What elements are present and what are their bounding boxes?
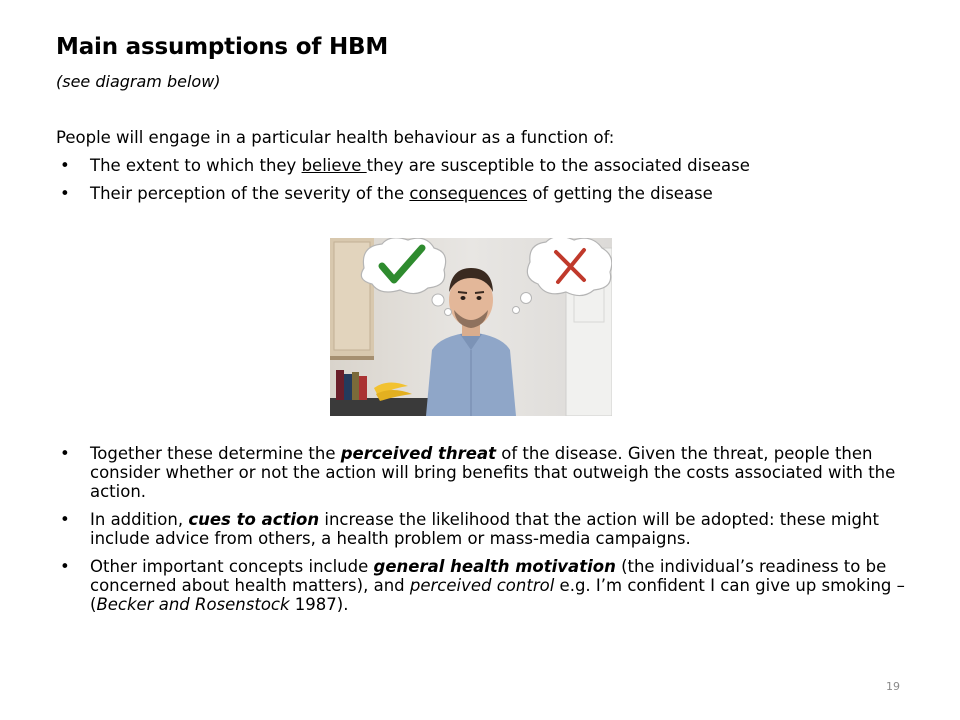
bullet-item-believe (56, 156, 916, 175)
bullet-text: In addition, (90, 510, 189, 529)
bullet-item-other-concepts (56, 557, 916, 614)
bullet-marker: • (60, 510, 70, 529)
bullet-text: of getting the disease (527, 184, 713, 203)
bullet-text: e.g. I’m confident I can give up smoking – ( (90, 576, 905, 614)
bullet-marker: • (60, 184, 70, 203)
bullet-emphasis: general health motivation (373, 557, 616, 576)
bullet-italic: perceived control (409, 576, 555, 595)
citation-authors: Becker and Rosenstock (96, 595, 290, 614)
bullet-list-top (56, 156, 916, 212)
bullet-text: increase the likelihood that the action will be adopted: these might include advice from others, a health problem or mass-media campaigns. (90, 510, 879, 548)
page-number: 19 (886, 680, 900, 693)
bullet-item-perceived-threat (56, 444, 916, 501)
bullet-text: The extent to which they (90, 156, 302, 175)
intro-text: People will engage in a particular health behaviour as a function of: (56, 128, 615, 147)
bullet-text: Together these determine the (90, 444, 341, 463)
bullet-marker: • (60, 557, 70, 576)
bullet-underlined-text: consequences (409, 184, 528, 203)
bullet-text: (the individual’s readiness to be concerned about health matters), and (90, 557, 887, 595)
bullet-marker: • (60, 444, 70, 463)
bullet-item-cues-to-action (56, 510, 916, 548)
slide-subtitle: (see diagram below) (56, 72, 221, 91)
bullet-list-bottom (56, 444, 916, 623)
bullet-text: Other important concepts include (90, 557, 374, 576)
slide-title: Main assumptions of HBM (56, 34, 389, 60)
bullet-text: Their perception of the severity of the (90, 184, 410, 203)
bullet-item-consequences (56, 184, 916, 203)
bullet-emphasis: cues to action (188, 510, 320, 529)
bullet-emphasis: perceived threat (340, 444, 497, 463)
photo-illustration (330, 238, 612, 416)
bullet-marker: • (60, 156, 70, 175)
bullet-text: of the disease. Given the threat, people then consider whether or not the action will bring benefits that outweigh the costs associated with the action. (90, 444, 896, 501)
bullet-text: 1987). (289, 595, 349, 614)
bullet-underlined-text: believe (301, 156, 367, 175)
man-thinking-photo (330, 238, 612, 416)
bullet-text: they are susceptible to the associated disease (366, 156, 750, 175)
